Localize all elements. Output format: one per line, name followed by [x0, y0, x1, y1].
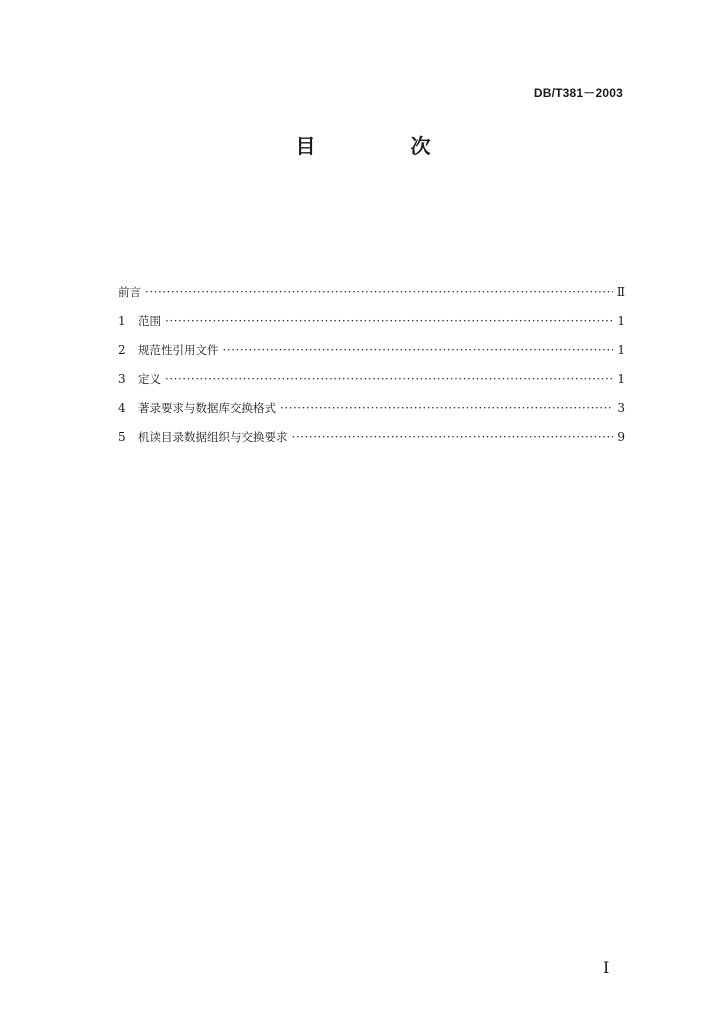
toc-leader-dots [223, 343, 614, 357]
toc-entry-title: 规范性引用文件 [138, 343, 219, 357]
toc-leader-dots [165, 314, 613, 328]
toc-entry-machine-readable-catalog[interactable] [118, 429, 625, 458]
toc-leader-dots [165, 372, 613, 386]
toc-entry-foreword[interactable] [118, 284, 625, 313]
toc-entry-page: 1 [617, 343, 625, 357]
toc-entry-title: 定义 [138, 372, 161, 386]
toc-leader-dots [292, 430, 614, 444]
toc-entry-title: 机读目录数据组织与交换要求 [138, 430, 288, 444]
page-title: 目 次 [295, 134, 475, 158]
toc-entry-number: 4 [118, 401, 126, 415]
toc-entry-title: 前言 [118, 285, 141, 299]
toc-leader-dots [280, 401, 613, 415]
toc-entry-number: 2 [118, 343, 126, 357]
toc-entry-number: 3 [118, 372, 126, 386]
toc-entry-page: Ⅱ [616, 285, 625, 299]
toc-entry-normative-references[interactable] [118, 342, 625, 371]
toc-leader-dots [145, 285, 613, 299]
page-number: I [603, 958, 610, 977]
toc-entry-title: 著录要求与数据库交换格式 [138, 401, 276, 415]
toc-entry-page: 9 [617, 430, 625, 444]
toc-entry-number: 5 [118, 430, 126, 444]
toc-entry-number: 1 [118, 314, 126, 328]
toc-entry-cataloging-requirements[interactable] [118, 400, 625, 429]
toc-entry-definitions[interactable] [118, 371, 625, 400]
document-code: DB/T381－2003 [533, 86, 623, 100]
toc-entry-page: 1 [617, 372, 625, 386]
toc-entry-page: 1 [617, 314, 625, 328]
table-of-contents [118, 284, 625, 458]
toc-entry-scope[interactable] [118, 313, 625, 342]
toc-entry-page: 3 [617, 401, 625, 415]
toc-entry-title: 范围 [138, 314, 161, 328]
